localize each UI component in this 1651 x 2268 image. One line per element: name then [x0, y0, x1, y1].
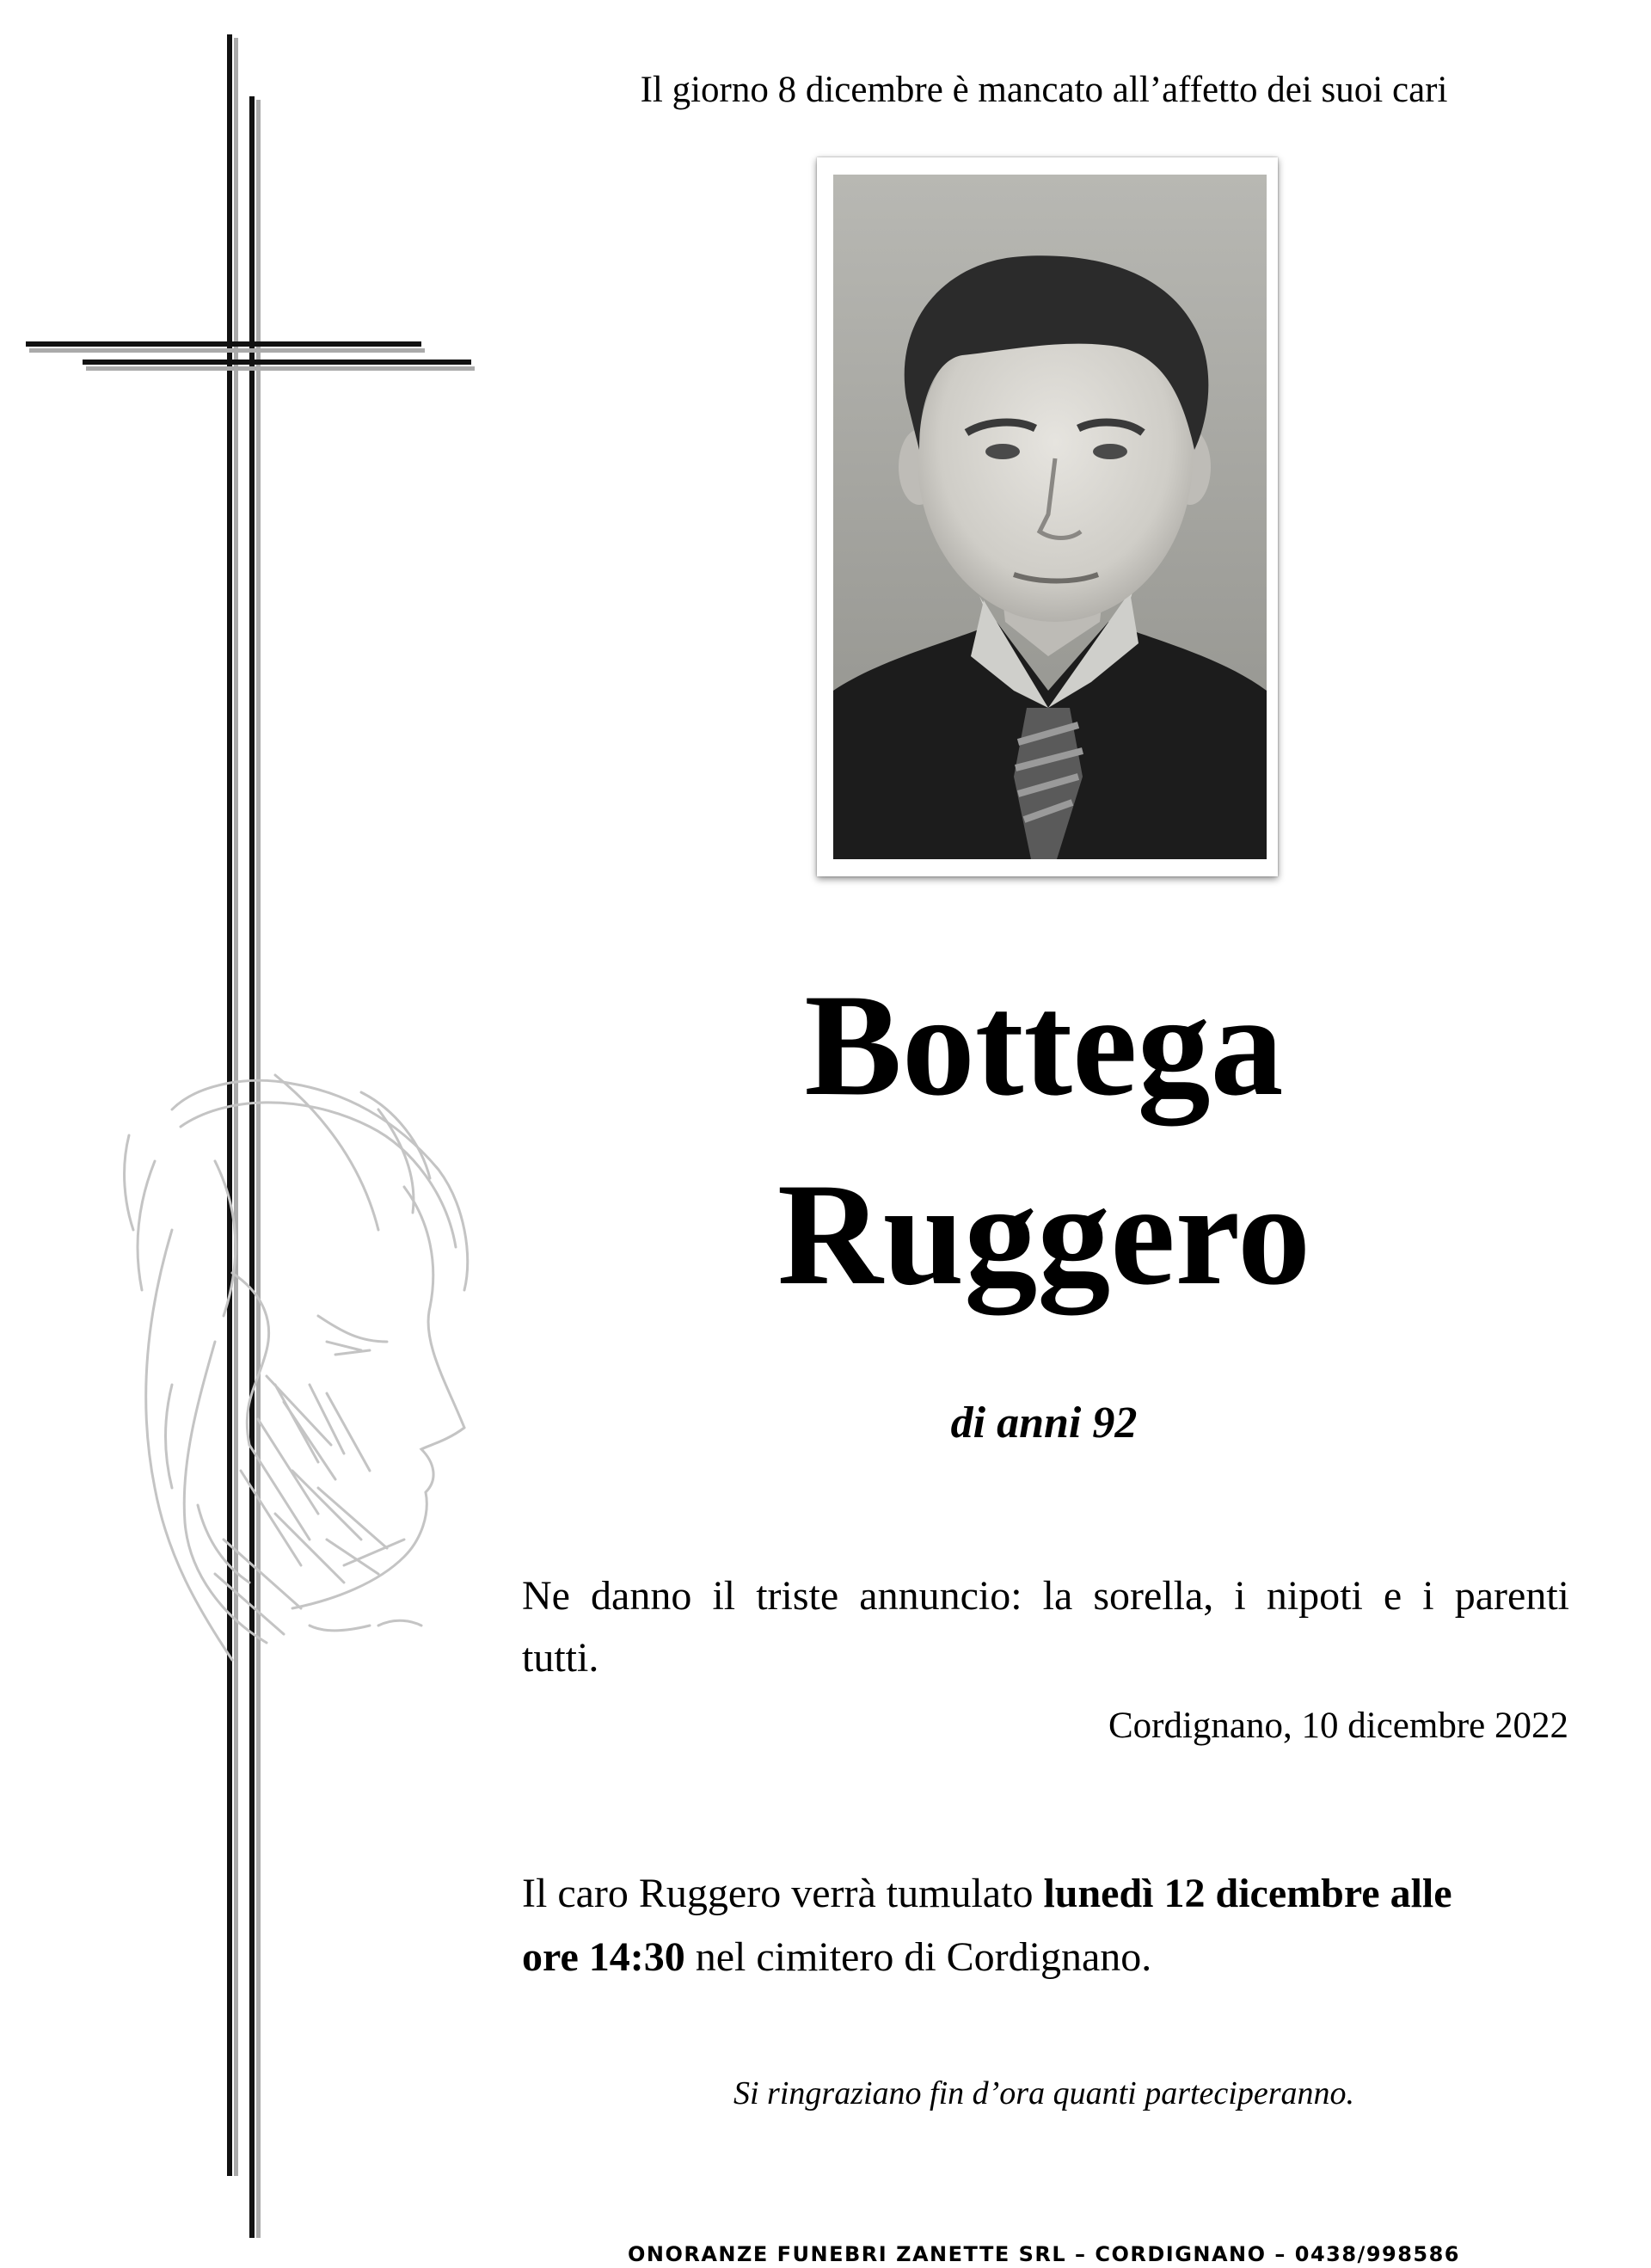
portrait-photo [833, 175, 1267, 859]
cross-horizontal-shadow-2 [86, 366, 475, 371]
cross-horizontal-shadow [29, 348, 425, 353]
thanks-text: Si ringraziano fin d’ora quanti parteciperanno. [733, 2075, 1354, 2111]
burial-info [522, 1862, 1569, 1989]
cross-horizontal-bar [26, 341, 421, 347]
portrait-photo-frame [817, 157, 1278, 876]
burial-text-1: Il caro Ruggero verrà tumulato [522, 1871, 1044, 1916]
announcement-text [522, 1565, 1569, 1689]
deceased-age: di anni 92 [950, 1398, 1138, 1447]
announcement-line-2: tutti. [522, 1635, 599, 1681]
burial-date: lunedì 12 dicembre alle [1043, 1871, 1452, 1916]
burial-time: ore 14:30 [522, 1934, 685, 1980]
portrait-photo-icon [833, 175, 1267, 859]
cross-horizontal-bar-2 [83, 360, 471, 365]
place-date: Cordignano, 10 dicembre 2022 [1108, 1706, 1568, 1746]
announcement-line-1: Ne danno il triste annuncio: la sorella, i nipoti e i parenti [522, 1573, 1569, 1619]
deceased-surname: Bottega [804, 964, 1284, 1126]
intro-text: Il giorno 8 dicembre è mancato all’affetto dei suoi cari [640, 70, 1448, 110]
funeral-home-footer: ONORANZE FUNEBRI ZANETTE SRL – CORDIGNANO – 0438/998586 [627, 2242, 1461, 2266]
burial-text-2: nel cimitero di Cordignano. [684, 1934, 1152, 1980]
christ-face-sketch-icon [120, 1058, 499, 1677]
deceased-first-name: Ruggero [776, 1153, 1311, 1315]
